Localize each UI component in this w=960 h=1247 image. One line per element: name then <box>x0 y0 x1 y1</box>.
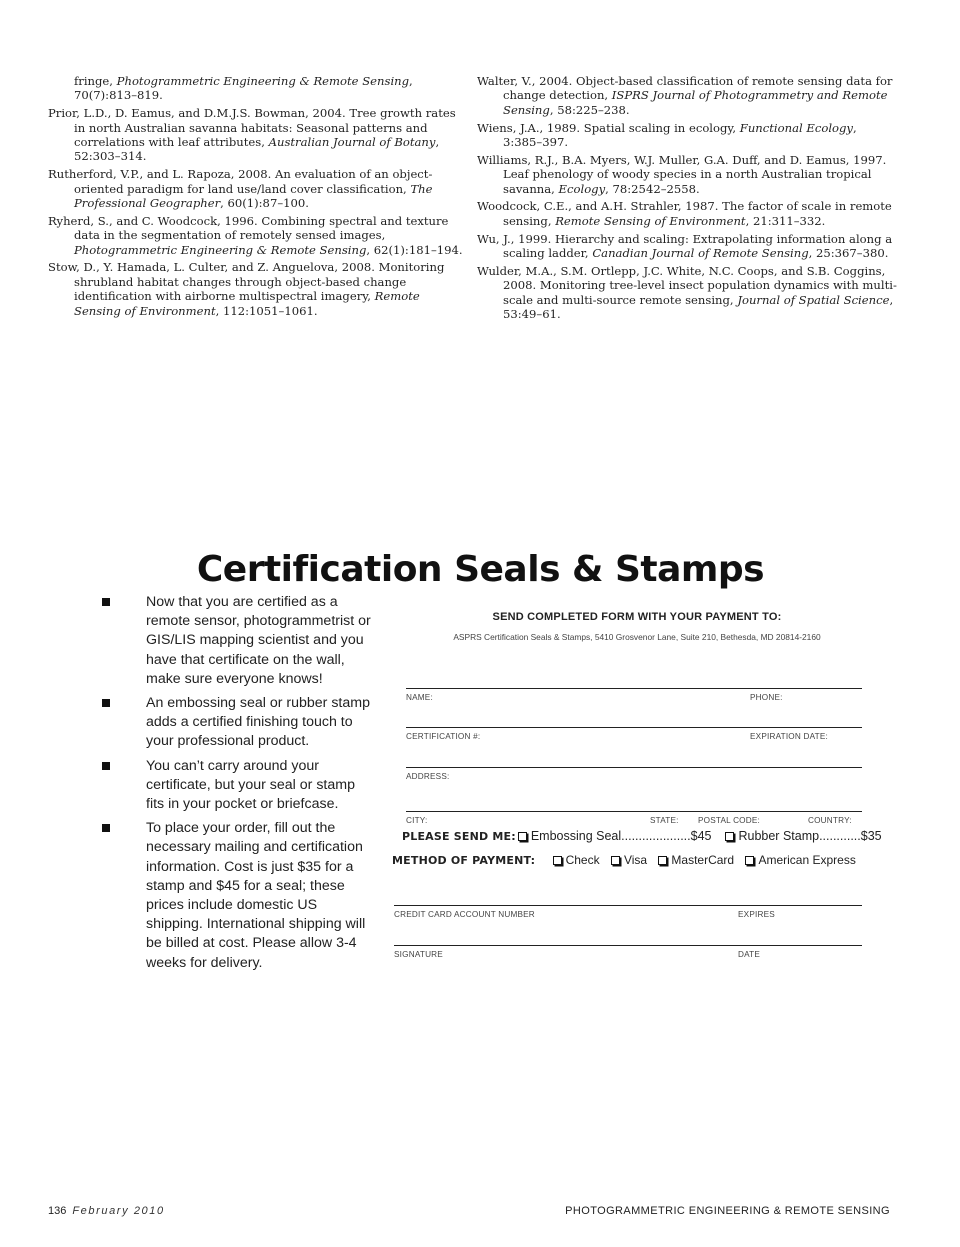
city-label: CITY: <box>406 816 428 825</box>
list-item: To place your order, fill out the necessary mailing and certification information. Cost is just $35 for a stamp and $45 for a seal; these prices include domestic US shipping. International shipping will be billed at cost. Please allow 3-4 weeks for delivery. <box>102 819 372 973</box>
reference-entry: Woodcock, C.E., and A.H. Strahler, 1987. The factor of scale in remote sensing, Remote Sensing of Environment, 21:311–332. <box>477 199 892 228</box>
date-label: DATE <box>738 950 761 959</box>
square-bullet-icon <box>102 598 110 606</box>
stamp-option: Rubber Stamp............$35 <box>738 829 882 843</box>
list-item: Now that you are certified as a remote sensor, photogrammetrist or GIS/LIS mapping scientist and you have that certificate on the wall, make sure everyone knows! <box>102 593 372 689</box>
square-bullet-icon <box>102 699 110 707</box>
stamp-checkbox[interactable] <box>725 832 734 841</box>
credit-card-field[interactable] <box>394 905 862 919</box>
check-checkbox[interactable] <box>553 856 562 865</box>
payment-option-amex: American Express <box>758 853 856 867</box>
country-label: COUNTRY: <box>808 816 852 825</box>
phone-label: PHONE: <box>750 693 783 702</box>
reference-entry: Prior, L.D., D. Eamus, and D.M.J.S. Bowman, 2004. Tree growth rates in north Australian savanna habitats: Seasonal patterns and correlations with leaf attributes, Australian Journal of Botany, 52:303–314. <box>48 106 456 164</box>
mastercard-checkbox[interactable] <box>658 856 667 865</box>
postal-code-label: POSTAL CODE: <box>698 816 760 825</box>
reference-entry: fringe, Photogrammetric Engineering & Remote Sensing, 70(7):813–819. <box>74 74 413 103</box>
certification-ad <box>72 519 889 999</box>
city-state-field[interactable] <box>406 811 862 825</box>
reference-entry: Wu, J., 1999. Hierarchy and scaling: Extrapolating information along a scaling ladder, Canadian Journal of Remote Sensing, 25:367–380. <box>477 231 893 261</box>
visa-checkbox[interactable] <box>611 856 620 865</box>
seal-checkbox[interactable] <box>518 832 527 841</box>
please-send-row <box>402 829 882 843</box>
address-label: ADDRESS: <box>406 772 450 781</box>
signature-label: SIGNATURE <box>394 950 443 959</box>
signature-field[interactable] <box>394 945 862 959</box>
certification-field[interactable] <box>406 727 862 741</box>
reference-entry: Walter, V., 2004. Object-based classification of remote sensing data for change detection, ISPRS Journal of Photogrammetry and Remote Sensing, 58:225–238. <box>477 74 893 117</box>
list-item: An embossing seal or rubber stamp adds a certified finishing touch to your professional product. <box>102 694 372 752</box>
name-phone-field[interactable] <box>406 688 862 702</box>
payment-option-visa: Visa <box>623 853 648 867</box>
page-number: 136 <box>48 1205 67 1217</box>
ad-bullet-list <box>102 593 372 978</box>
reference-entry: Wiens, J.A., 1989. Spatial scaling in ecology, Functional Ecology, 3:385–397. <box>477 120 857 150</box>
expires-label: EXPIRES <box>738 910 775 919</box>
reference-entry: Stow, D., Y. Hamada, L. Culter, and Z. Anguelova, 2008. Monitoring shrubland habitat changes through object-based change identification with airborne multispectral imagery, Remote Sensing of Environment, 112:1051–1061. <box>48 260 445 318</box>
ad-title: Certification Seals & Stamps <box>196 549 765 590</box>
name-label: NAME: <box>406 693 433 702</box>
payment-method-row <box>392 853 856 867</box>
reference-entry: Wulder, M.A., S.M. Ortlepp, J.C. White, N.C. Coops, and S.B. Coggins, 2008. Monitoring tree-level insect population dynamics with multi-scale and multi-source remote sensing, Journal of Spatial Science, 53:49–61. <box>477 263 897 322</box>
expiration-label: EXPIRATION DATE: <box>750 732 828 741</box>
payment-option-check: Check <box>565 853 600 867</box>
reference-entry: Rutherford, V.P., and L. Rapoza, 2008. An evaluation of an object-oriented paradigm for land use/land cover classification, The Professional Geographer, 60(1):87–100. <box>48 167 433 211</box>
certification-label: CERTIFICATION #: <box>406 732 481 741</box>
state-label: STATE: <box>650 816 679 825</box>
send-to-header: SEND COMPLETED FORM WITH YOUR PAYMENT TO: <box>492 611 782 623</box>
payment-method-label: METHOD OF PAYMENT: <box>392 854 536 867</box>
issue-date: February 2010 <box>72 1205 165 1217</box>
seal-option: Embossing Seal....................$45 <box>530 829 712 843</box>
reference-entry: Ryherd, S., and C. Woodcock, 1996. Combining spectral and texture data in the segmentation of remotely sensed images, Photogrammetric Engineering & Remote Sensing, 62(1):181–194. <box>48 213 463 257</box>
send-to-address: ASPRS Certification Seals & Stamps, 5410 Grosvenor Lane, Suite 210, Bethesda, MD 20814-2160 <box>453 632 821 642</box>
address-field[interactable] <box>406 767 862 781</box>
square-bullet-icon <box>102 762 110 770</box>
payment-option-mastercard: MasterCard <box>671 853 735 867</box>
page-footer-left <box>48 1205 165 1217</box>
square-bullet-icon <box>102 824 110 832</box>
journal-name: PHOTOGRAMMETRIC ENGINEERING & REMOTE SENSING <box>565 1205 890 1217</box>
reference-entry: Williams, R.J., B.A. Myers, W.J. Muller, G.A. Duff, and D. Eamus, 1997. Leaf phenology of woody species in a north Australian tropical savanna, Ecology, 78:2542–2558. <box>477 152 887 196</box>
please-send-label: PLEASE SEND ME: <box>402 830 516 843</box>
amex-checkbox[interactable] <box>745 856 754 865</box>
list-item: You can’t carry around your certificate, but your seal or stamp fits in your pocket or briefcase. <box>102 757 372 815</box>
references-left-column <box>48 74 463 321</box>
order-form <box>392 599 882 959</box>
credit-card-label: CREDIT CARD ACCOUNT NUMBER <box>394 910 535 919</box>
ad-content <box>86 533 882 985</box>
references-right-column <box>477 74 897 325</box>
